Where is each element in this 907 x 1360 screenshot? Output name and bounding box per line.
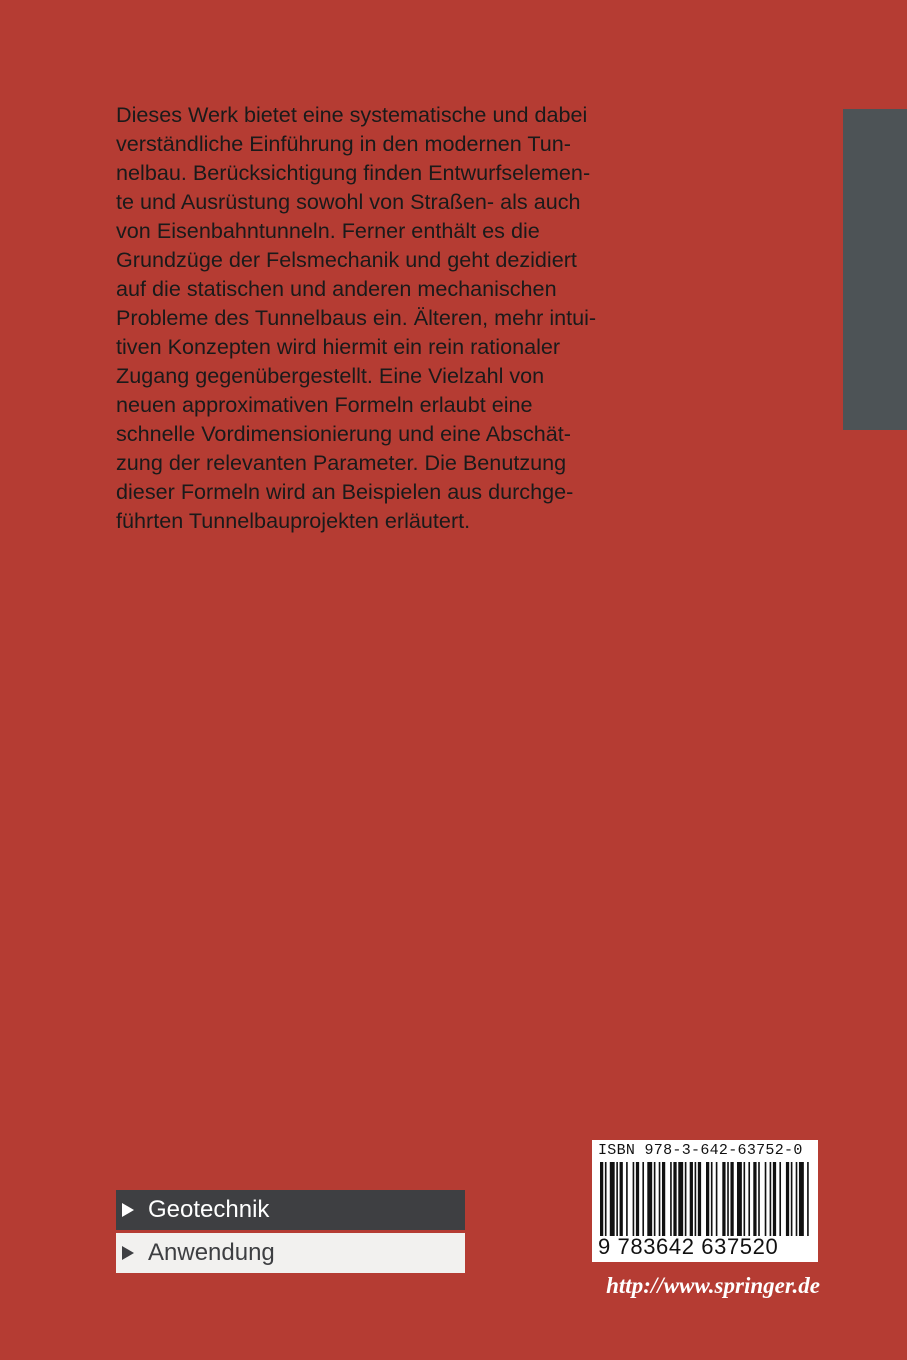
barcode-bar [695, 1162, 697, 1236]
barcode-bar [670, 1162, 672, 1236]
blurb-line: tiven Konzepten wird hiermit ein rein rationaler [116, 334, 561, 359]
barcode-bar [711, 1162, 713, 1236]
gray-side-tab [843, 109, 907, 430]
blurb-line: nelbau. Berücksichtigung finden Entwurfselemen- [116, 160, 591, 185]
barcode-bar [773, 1162, 776, 1236]
barcode-bar [796, 1162, 798, 1236]
barcode-bar [610, 1162, 615, 1236]
barcode-bar [620, 1162, 623, 1236]
barcode-bar [722, 1162, 725, 1236]
barcode-bar [673, 1162, 676, 1236]
barcode-bar [753, 1162, 756, 1236]
barcode-bars [600, 1162, 812, 1236]
barcode-bar [727, 1162, 729, 1236]
barcode-bar [633, 1162, 635, 1236]
barcode-bar [730, 1162, 733, 1236]
barcode-bar [654, 1162, 656, 1236]
barcode-bar [748, 1162, 750, 1236]
barcode-bar [716, 1162, 718, 1236]
triangle-right-icon [122, 1246, 134, 1260]
blurb-line: te und Ausrüstung sowohl von Straßen- als auch [116, 189, 581, 214]
ean-digits: 9 783642 637520 [598, 1234, 779, 1259]
blurb-line: zung der relevanten Parameter. Die Benutzung [116, 450, 567, 475]
barcode-bar [744, 1162, 746, 1236]
barcode-bar [786, 1162, 789, 1236]
blurb-line: führten Tunnelbauprojekten erläutert. [116, 508, 471, 533]
barcode-bar [779, 1162, 781, 1236]
blurb-line: auf die statischen und anderen mechanischen [116, 276, 557, 301]
barcode-bar [770, 1162, 772, 1236]
blurb-line: verständliche Einführung in den modernen Tun- [116, 131, 571, 156]
barcode-bar [647, 1162, 652, 1236]
barcode-bar [690, 1162, 693, 1236]
barcode-bar [765, 1162, 767, 1236]
barcode-bar [737, 1162, 742, 1236]
barcode-bar [662, 1162, 665, 1236]
isbn-text: ISBN 978-3-642-63752-0 [598, 1142, 803, 1159]
barcode-bar [698, 1162, 701, 1236]
triangle-right-icon [122, 1203, 134, 1217]
blurb-line: schnelle Vordimensionierung und eine Abschät- [116, 421, 571, 446]
barcode-bar [758, 1162, 760, 1236]
category-anwendung [116, 1233, 465, 1273]
barcode-bar [678, 1162, 683, 1236]
barcode-bar [605, 1162, 607, 1236]
blurb-line: Grundzüge der Felsmechanik und geht dezidiert [116, 247, 577, 272]
category-label: Geotechnik [148, 1196, 270, 1223]
barcode-bar [706, 1162, 709, 1236]
category-label: Anwendung [148, 1239, 275, 1266]
publisher-url[interactable]: http://www.springer.de [606, 1273, 820, 1298]
blurb-line: neuen approximativen Formeln erlaubt eine [116, 392, 533, 417]
barcode-bar [616, 1162, 618, 1236]
blurb-line: Probleme des Tunnelbaus ein. Älteren, mehr intui- [116, 305, 597, 330]
barcode-bar [791, 1162, 793, 1236]
barcode-bar [642, 1162, 644, 1236]
isbn-barcode [592, 1140, 818, 1262]
barcode-bar [807, 1162, 809, 1236]
barcode-bar [600, 1162, 603, 1236]
back-cover-blurb [116, 100, 636, 535]
blurb-line: von Eisenbahntunneln. Ferner enthält es die [116, 218, 540, 243]
barcode-bar [659, 1162, 661, 1236]
blurb-line: Dieses Werk bietet eine systematische und dabei [116, 102, 588, 127]
barcode-bar [626, 1162, 628, 1236]
blurb-line: Zugang gegenübergestellt. Eine Vielzahl von [116, 363, 545, 388]
barcode-bar [636, 1162, 639, 1236]
barcode-bar [685, 1162, 687, 1236]
category-geotechnik [116, 1190, 465, 1230]
barcode-bar [799, 1162, 804, 1236]
blurb-line: dieser Formeln wird an Beispielen aus durchge- [116, 479, 574, 504]
